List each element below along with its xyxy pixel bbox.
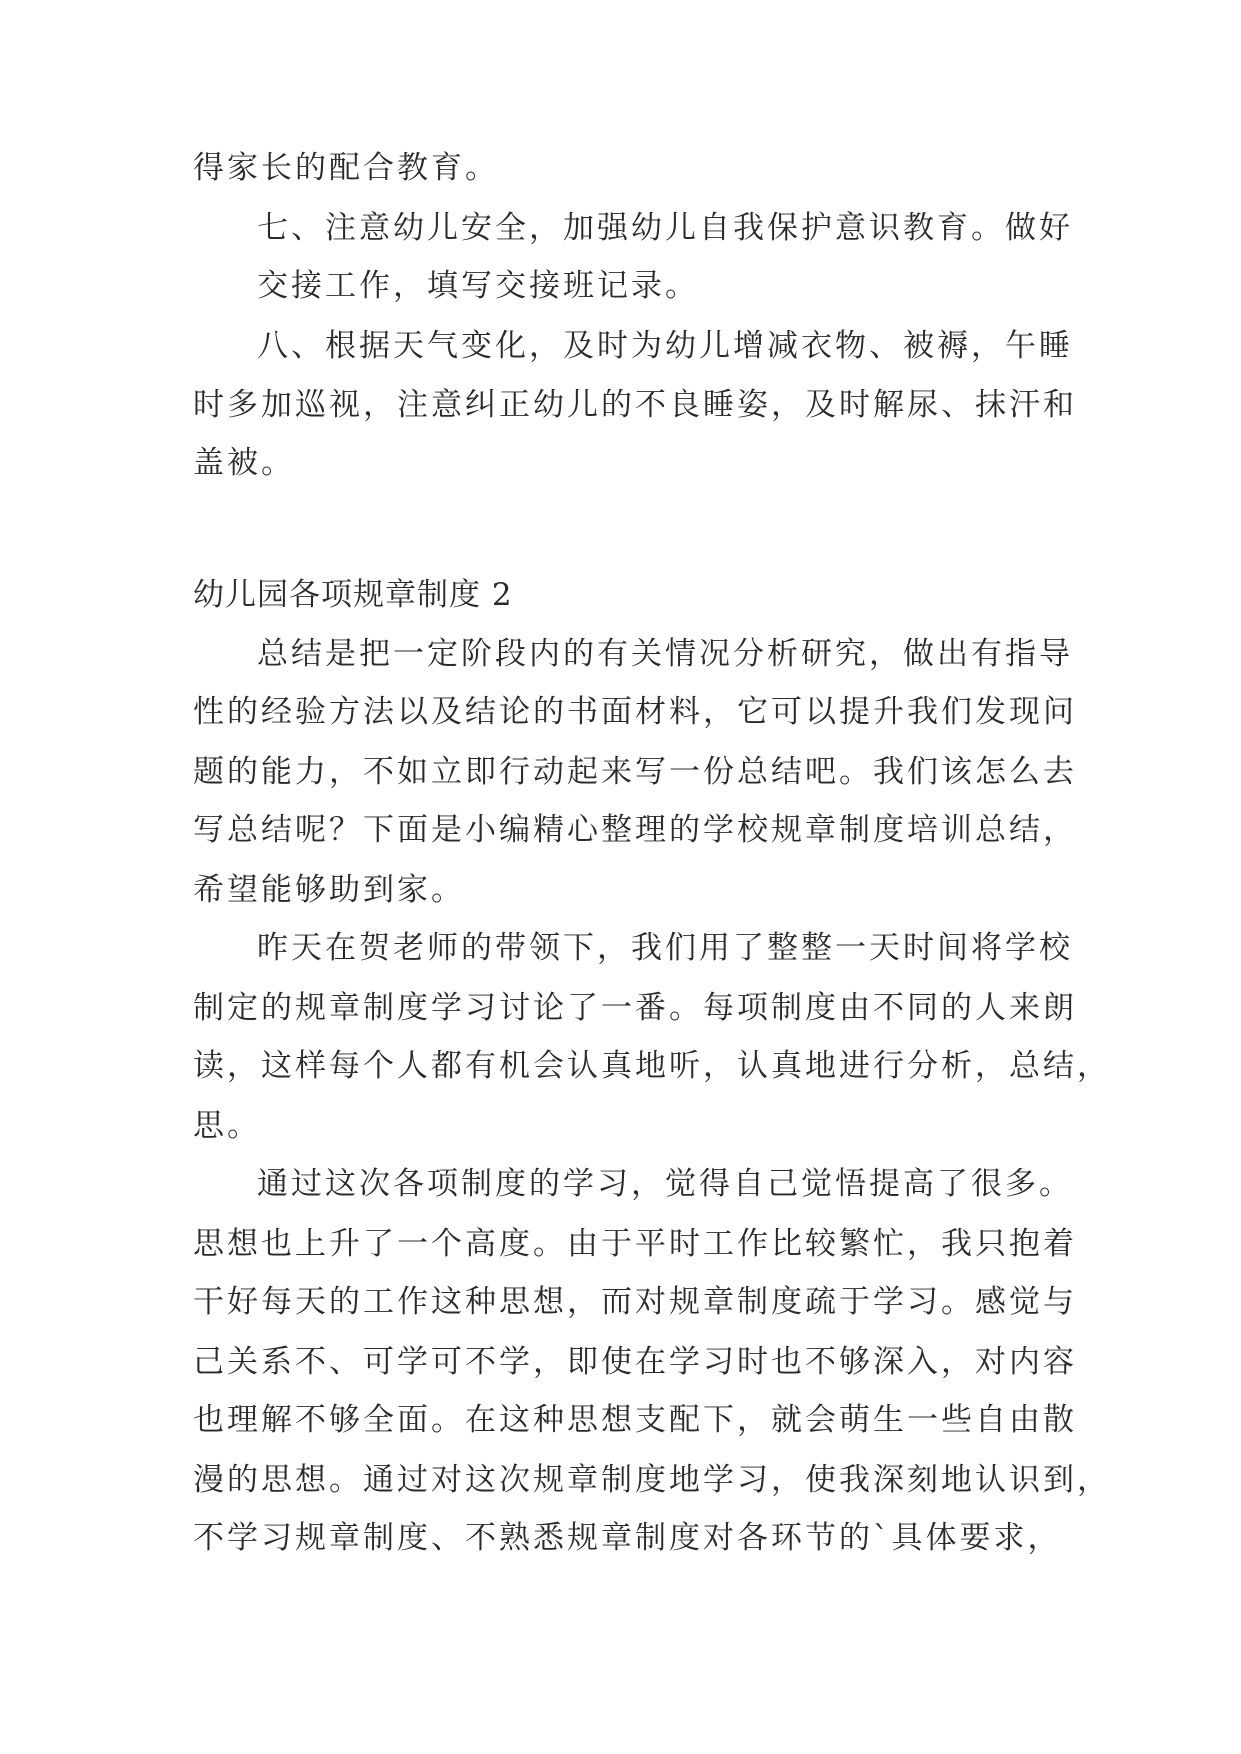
- paragraph-1-line: 总结是把一定阶段内的有关情况分析研究，做出有指导: [257, 636, 1073, 672]
- paragraph-1-line: 写总结呢？下面是小编精心整理的学校规章制度培训总结，: [193, 812, 1077, 848]
- item-8-line-1: 八、根据天气变化，及时为幼儿增减衣物、被褥，午睡: [257, 328, 1073, 364]
- paragraph-1-line: 性的经验方法以及结论的书面材料，它可以提升我们发现问: [193, 694, 1077, 730]
- paragraph-3-line: 思想也上升了一个高度。由于平时工作比较繁忙，我只抱着: [193, 1226, 1077, 1262]
- paragraph-3-line: 通过这次各项制度的学习，觉得自己觉悟提高了很多。: [257, 1166, 1073, 1202]
- paragraph-3-line: 干好每天的工作这种思想，而对规章制度疏于学习。感觉与: [193, 1284, 1077, 1320]
- item-8-line-3: 盖被。: [193, 445, 295, 481]
- paragraph-2-line: 制定的规章制度学习讨论了一番。每项制度由不同的人来朗: [193, 990, 1077, 1026]
- paragraph-1-line: 希望能够助到家。: [193, 872, 465, 908]
- item-8-line-2: 时多加巡视，注意纠正幼儿的不良睡姿，及时解尿、抹汗和: [193, 387, 1077, 423]
- paragraph-continuation: 得家长的配合教育。: [193, 150, 499, 186]
- paragraph-1-line: 题的能力，不如立即行动起来写一份总结吧。我们该怎么去: [193, 754, 1077, 790]
- item-7-line-1: 七、注意幼儿安全，加强幼儿自我保护意识教育。做好: [257, 210, 1073, 246]
- paragraph-3-line: 己关系不、可学可不学，即使在学习时也不够深入，对内容: [193, 1344, 1077, 1380]
- paragraph-2-line: 读，这样每个人都有机会认真地听，认真地进行分析，总结，: [193, 1048, 1111, 1084]
- paragraph-2-line: 昨天在贺老师的带领下，我们用了整整一天时间将学校: [257, 930, 1073, 966]
- paragraph-3-line: 不学习规章制度、不熟悉规章制度对各环节的`具体要求，: [193, 1520, 1062, 1556]
- item-7-line-2: 交接工作，填写交接班记录。: [257, 268, 699, 304]
- paragraph-3-line: 也理解不够全面。在这种思想支配下，就会萌生一些自由散: [193, 1402, 1077, 1438]
- section-heading: 幼儿园各项规章制度 2: [193, 577, 513, 613]
- paragraph-3-line: 漫的思想。通过对这次规章制度地学习，使我深刻地认识到，: [193, 1462, 1111, 1498]
- paragraph-2-line: 思。: [193, 1108, 261, 1144]
